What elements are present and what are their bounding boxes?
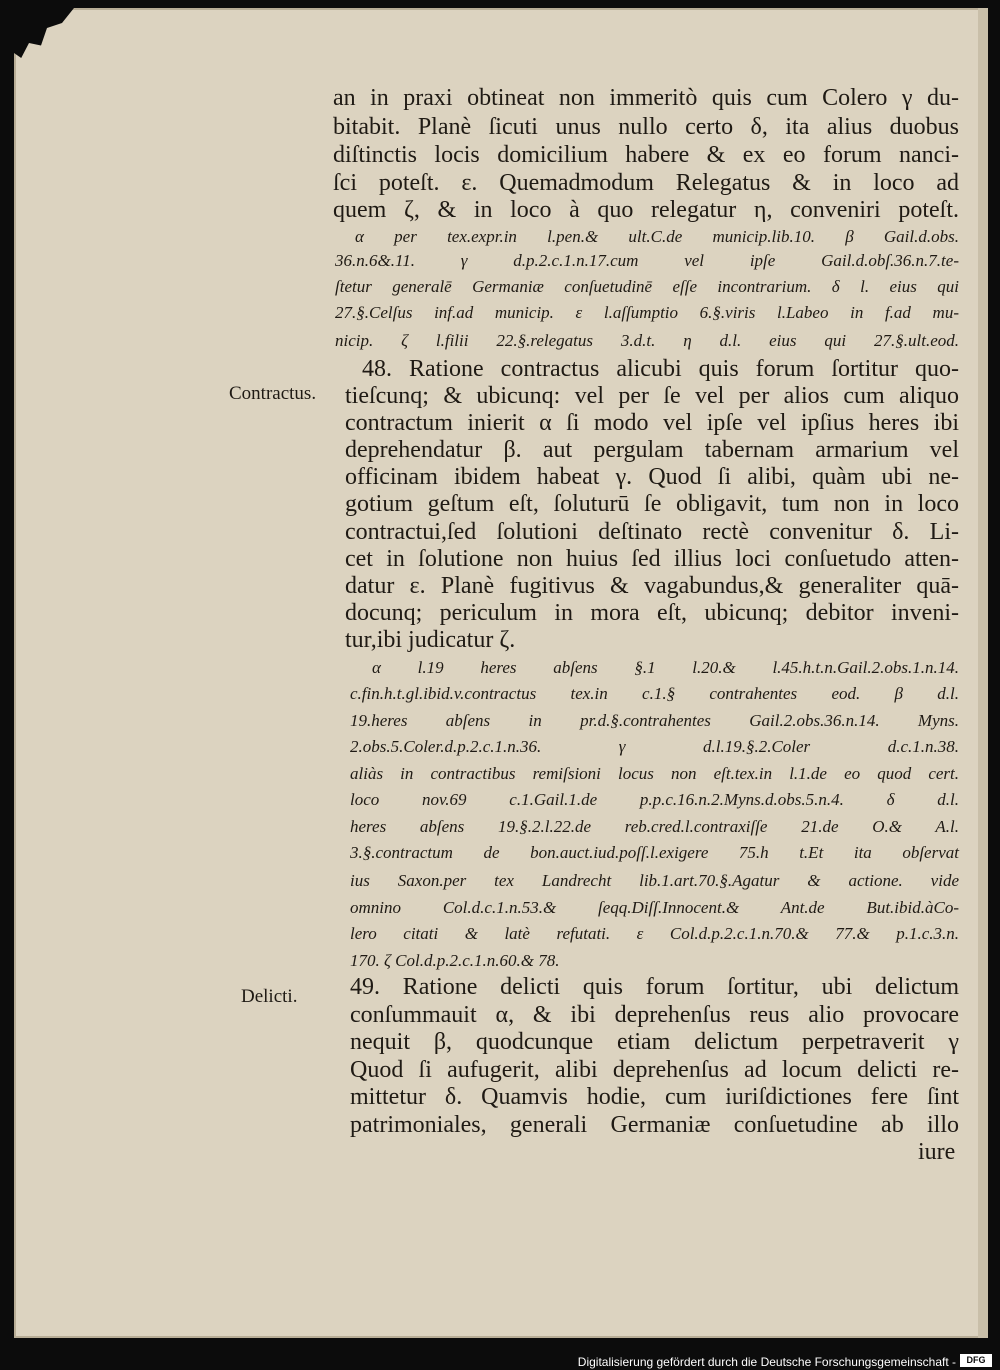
footnote-line: 170. ζ Col.d.p.2.c.1.n.60.& 78.: [350, 951, 560, 970]
footnote-line: 19.heres abſens in pr.d.§.contrahentes Gail.2.obs.36.n.14. Myns.: [350, 711, 959, 730]
footnote-line: ius Saxon.per tex Landrecht lib.1.art.70.§.Agatur & actione. vide: [350, 871, 959, 890]
text-line: conſummauit α, & ibi deprehenſus reus alio provocare: [350, 1002, 959, 1028]
text-line: mittetur δ. Quamvis hodie, cum iuriſdictiones fere ſint: [350, 1084, 959, 1110]
footnote-line: aliàs in contractibus remiſsioni locus non eſt.tex.in l.1.de eo quod cert.: [350, 764, 959, 783]
footnote-line: α l.19 heres abſens §.1 l.20.& l.45.h.t.n.Gail.2.obs.1.n.14.: [372, 658, 959, 677]
margin-label-delicti: Delicti.: [241, 986, 298, 1007]
footer-bar: [0, 1352, 1000, 1370]
footnote-line: c.fin.h.t.gl.ibid.v.contractus tex.in c.1.§ contrahentes eod. β d.l.: [350, 684, 959, 703]
text-line: tieſcunq; & ubicunq: vel per ſe vel per alios cum aliquo: [345, 383, 959, 409]
text-line: tur,ibi judicatur ζ.: [345, 627, 516, 653]
text-line: deprehendatur β. aut pergulam tabernam armarium vel: [345, 437, 959, 463]
footnote-line: lero citati & latè refutati. ε Col.d.p.2.c.1.n.70.& 77.& p.1.c.3.n.: [350, 924, 959, 943]
catchword: iure: [918, 1139, 956, 1165]
text-line: contractum inierit α ſi modo vel ipſe vel ipſius heres ibi: [345, 410, 959, 436]
text-line: docunq; periculum in mora eſt, ubicunq; debitor inveni-: [345, 600, 959, 626]
footnote-line: omnino Col.d.c.1.n.53.& ſeqq.Diſſ.Innocent.& Ant.de But.ibid.àCo-: [350, 898, 959, 917]
text-line: gotium geſtum eſt, ſoluturū ſe obligavit, tum non in loco: [345, 491, 959, 517]
text-line: 48. Ratione contractus alicubi quis forum ſortitur quo-: [362, 356, 959, 382]
text-line: 49. Ratione delicti quis forum ſortitur, ubi delictum: [350, 974, 959, 1000]
text-line: datur ε. Planè fugitivus & vagabundus,& generaliter quā-: [345, 573, 959, 599]
text-line: Quod ſi aufugerit, alibi deprehenſus ad locum delicti re-: [350, 1057, 959, 1083]
footnote-line: heres abſens 19.§.2.l.22.de reb.cred.l.contraxiſſe 21.de O.& A.l.: [350, 817, 959, 836]
page-edge: [978, 8, 988, 1338]
text-line: ſci poteſt. ε. Quemadmodum Relegatus & in loco ad: [333, 170, 959, 196]
footnote-line: 36.n.6&.11. γ d.p.2.c.1.n.17.cum vel ipſe Gail.d.obſ.36.n.7.te-: [335, 251, 959, 270]
margin-label-contractus: Contractus.: [229, 383, 317, 404]
text-line: quem ζ, & in loco à quo relegatur η, conveniri poteſt.: [333, 197, 959, 223]
text-line: cet in ſolutione non huius ſed illius loci conſuetudo atten-: [345, 546, 959, 572]
footnote-line: 3.§.contractum de bon.auct.iud.poſſ.l.exigere 75.h t.Et ita obſervat: [350, 843, 959, 862]
text-line: nequit β, quodcunque etiam delictum perpetraverit γ: [350, 1029, 959, 1055]
footnote-line: α per tex.expr.in l.pen.& ult.C.de municip.lib.10. β Gail.d.obs.: [355, 227, 959, 246]
footer-credit: Digitalisierung gefördert durch die Deutsche Forschungsgemeinschaft -: [577, 1355, 956, 1369]
footnote-line: 2.obs.5.Coler.d.p.2.c.1.n.36. γ d.l.19.§.2.Coler d.c.1.n.38.: [350, 737, 959, 756]
text-line: an in praxi obtineat non immeritò quis cum Colero γ du-: [333, 85, 959, 111]
footnote-line: 27.§.Celſus inf.ad municip. ε l.aſſumptio 6.§.viris l.Labeo in f.ad mu-: [335, 303, 959, 322]
text-line: contractui,ſed ſolutioni deſtinato rectè convenitur δ. Li-: [345, 519, 959, 545]
text-line: patrimoniales, generali Germaniæ conſuetudine ab illo: [350, 1112, 959, 1138]
footnote-line: loco nov.69 c.1.Gail.1.de p.p.c.16.n.2.Myns.d.obs.5.n.4. δ d.l.: [350, 790, 959, 809]
text-line: bitabit. Planè ſicuti unus nullo certo δ, ita alius duobus: [333, 114, 959, 140]
footnote-line: nicip. ζ l.filii 22.§.relegatus 3.d.t. η d.l. eius qui 27.§.ult.eod.: [335, 331, 959, 350]
text-line: officinam ibidem habeat γ. Quod ſi alibi, quàm ubi ne-: [345, 464, 959, 490]
dfg-logo-icon: DFG: [960, 1354, 992, 1367]
footnote-line: ſtetur generalē Germaniæ conſuetudinē eſſe incontrarium. δ l. eius qui: [335, 277, 959, 296]
text-line: diſtinctis locis domicilium habere & ex eo forum nanci-: [333, 142, 959, 168]
